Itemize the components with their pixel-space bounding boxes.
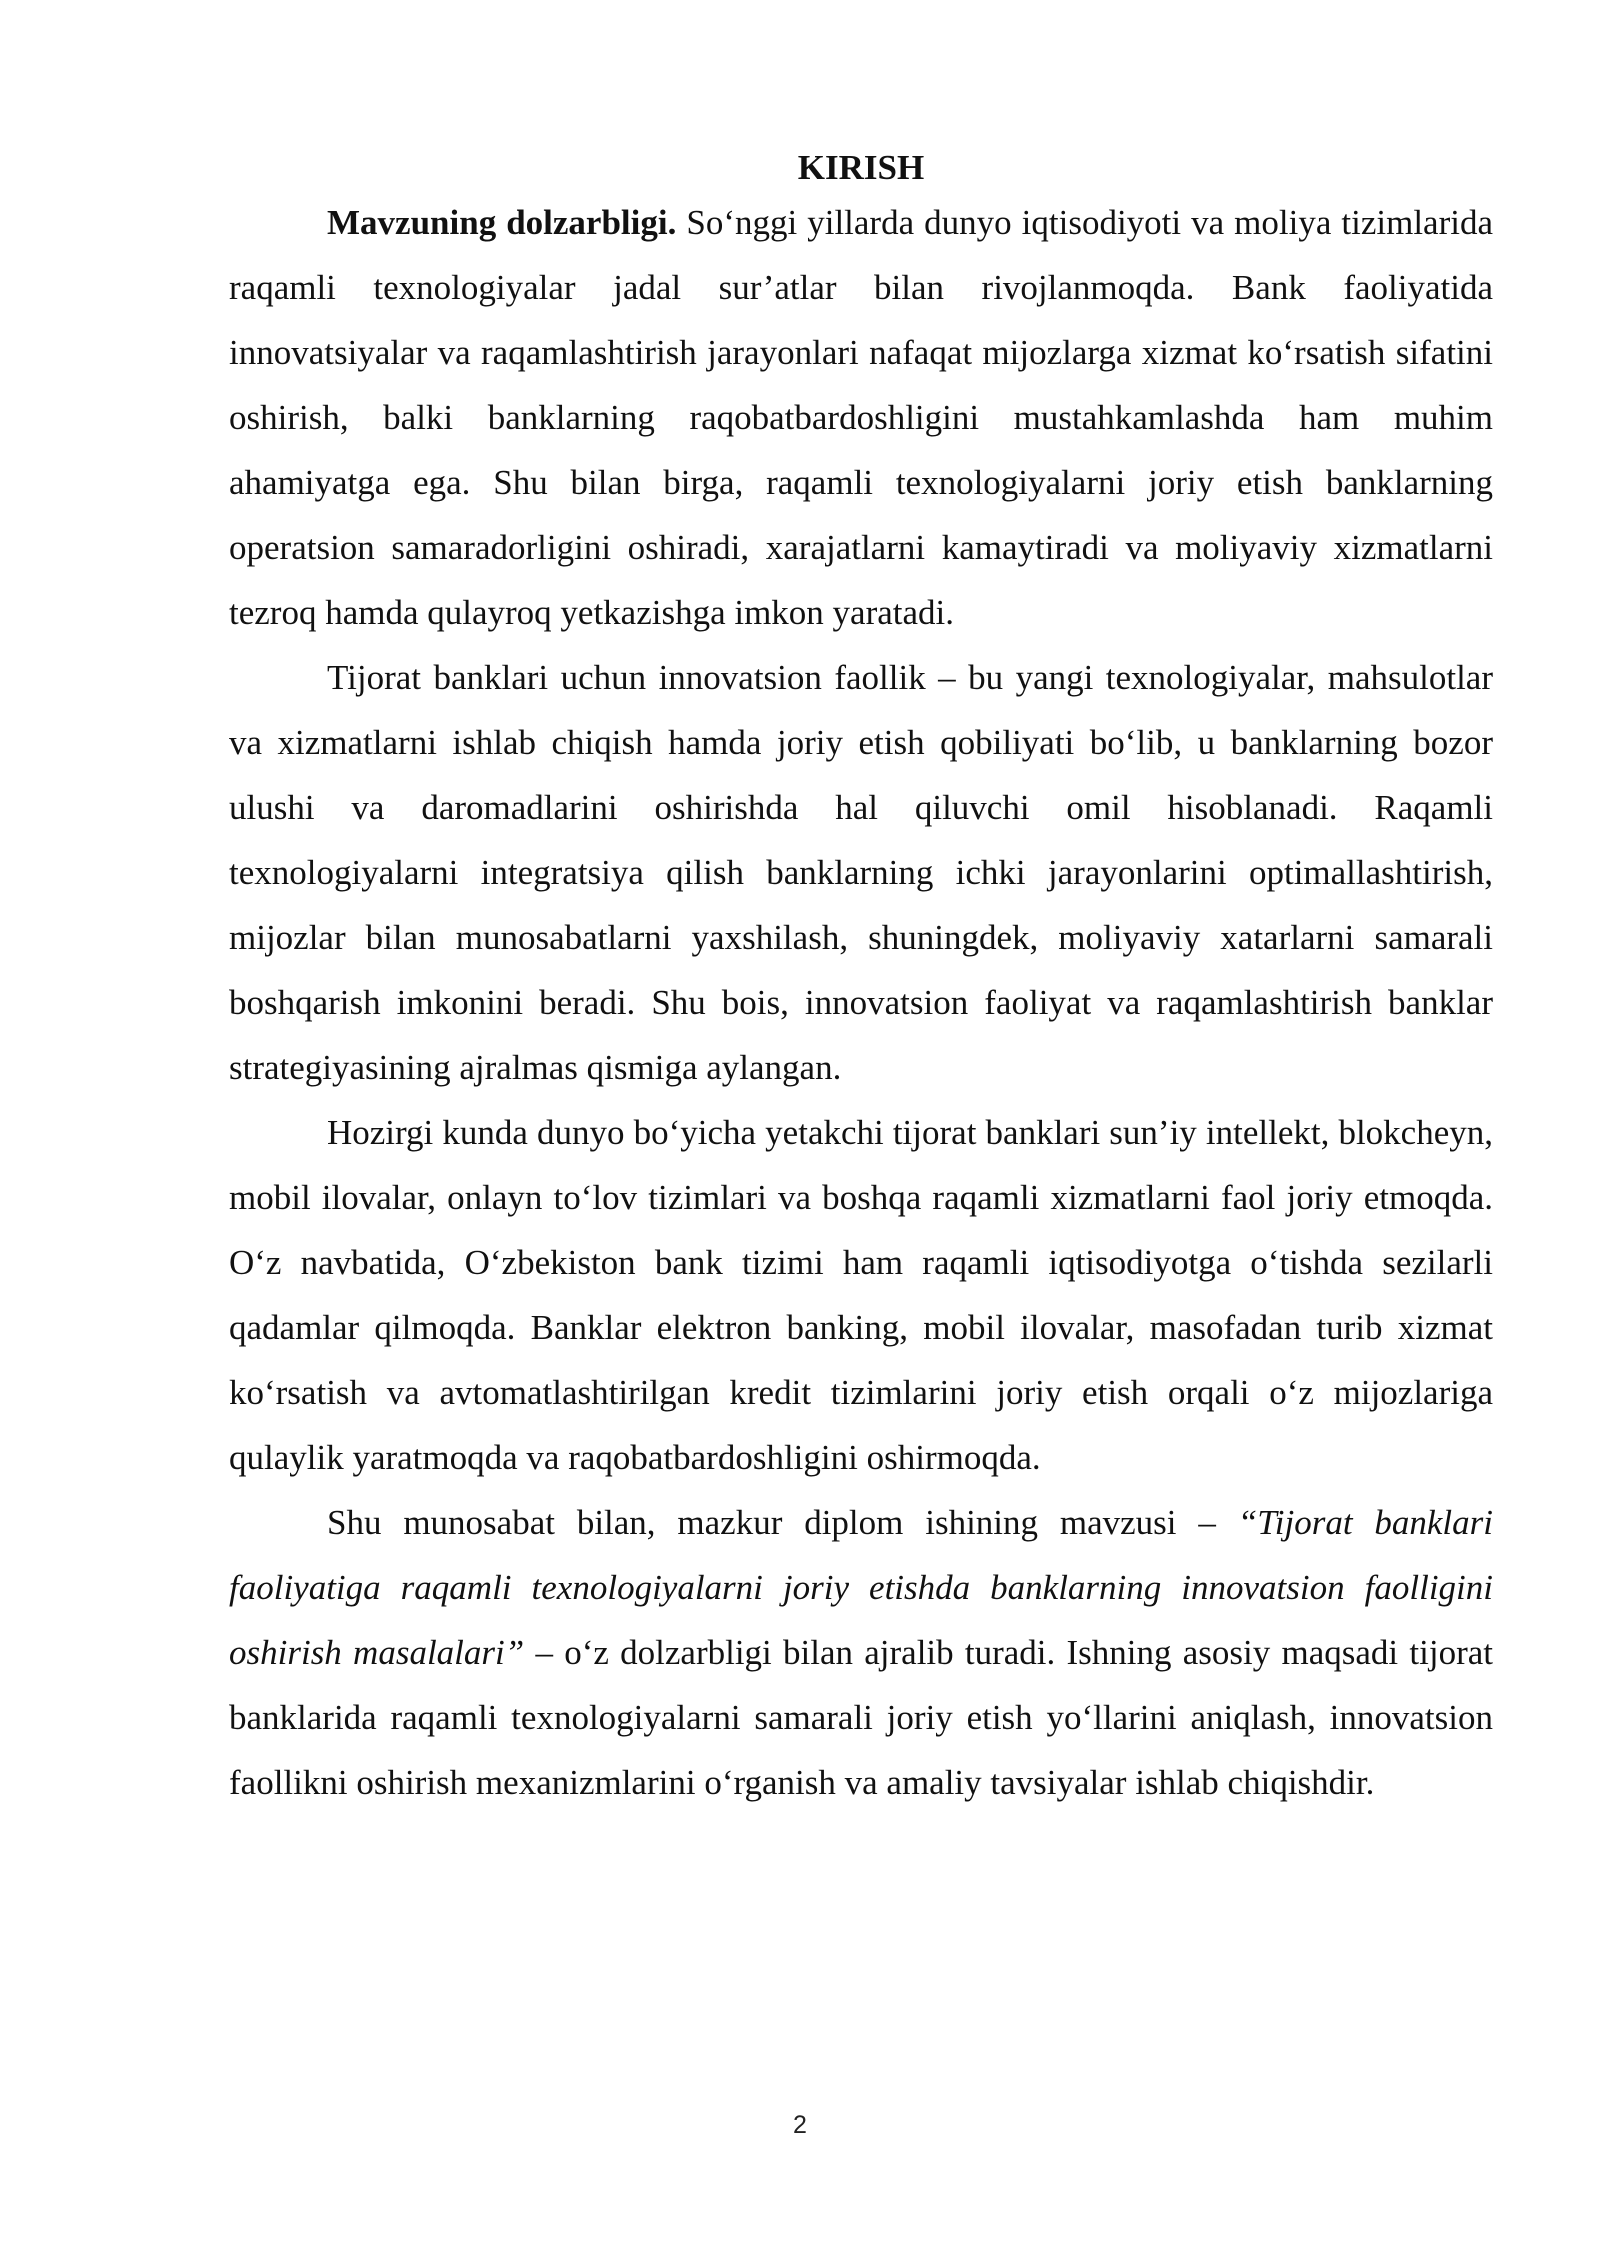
thesis-title: “Tijorat banklari faoliyatiga raqamli texnologiyalarni joriy etishda banklarning innovatsion faolligini oshirish masalalari” [229, 1503, 1494, 1672]
page-number: 2 [793, 2111, 807, 2139]
paragraph-text-after: – o‘z dolzarbligi bilan ajralib turadi. Ishning asosiy maqsadi tijorat banklarida raqamli texnologiyalarni samarali joriy etish yo‘llarini aniqlash, innovatsion faollikni oshirish mexanizmlarini o‘rganish va amaliy tavsiyalar ishlab chiqishdir. [229, 1633, 1493, 1802]
paragraph-global-banks [229, 1100, 1493, 1490]
paragraph-text: So‘nggi yillarda dunyo iqtisodiyoti va moliya tizimlarida raqamli texnologiyalar jadal sur’atlar bilan rivojlanmoqda. Bank faoliyatida innovatsiyalar va raqamlashtirish jarayonlari nafaqat mijozlarga xizmat ko‘rsatish sifatini oshirish, balki banklarning raqobatbardoshligini mustahkamlashda ham muhim ahamiyatga ega. Shu bilan birga, raqamli texnologiyalarni joriy etish banklarning operatsion samaradorligini oshiradi, xarajatlarni kamaytiradi va moliyaviy xizmatlarni tezroq hamda qulayroq yetkazishga imkon yaratadi. [229, 203, 1493, 632]
paragraph-text: Tijorat banklari uchun innovatsion faollik – bu yangi texnologiyalar, mahsulotlar va xizmatlarni ishlab chiqish hamda joriy etish qobiliyati bo‘lib, u banklarning bozor ulushi va daromadlarini oshirishda hal qiluvchi omil hisoblanadi. Raqamli texnologiyalarni integratsiya qilish banklarning ichki jarayonlarini optimallashtirish, mijozlar bilan munosabatlarni yaxshilash, shuningdek, moliyaviy xatarlarni samarali boshqarish imkonini beradi. Shu bois, innovatsion faoliyat va raqamlashtirish banklar strategiyasining ajralmas qismiga aylangan. [229, 658, 1493, 1087]
document-page [229, 148, 1493, 1815]
paragraph-thesis-topic [229, 1490, 1493, 1815]
paragraph-lead: Mavzuning dolzarbligi. [327, 203, 677, 242]
paragraph-relevance [229, 190, 1493, 645]
paragraph-text-before: Shu munosabat bilan, mazkur diplom ishining mavzusi – [327, 1503, 1238, 1542]
paragraph-innovation [229, 645, 1493, 1100]
section-heading: KIRISH [797, 148, 925, 187]
paragraph-text: Hozirgi kunda dunyo bo‘yicha yetakchi tijorat banklari sun’iy intellekt, blokcheyn, mobil ilovalar, onlayn to‘lov tizimlari va boshqa raqamli xizmatlarni faol joriy etmoqda. O‘z navbatida, O‘zbekiston bank tizimi ham raqamli iqtisodiyotga o‘tishda sezilarli qadamlar qilmoqda. Banklar elektron banking, mobil ilovalar, masofadan turib xizmat ko‘rsatish va avtomatlashtirilgan kredit tizimlarini joriy etish orqali o‘z mijozlariga qulaylik yaratmoqda va raqobatbardoshligini oshirmoqda. [229, 1113, 1493, 1477]
